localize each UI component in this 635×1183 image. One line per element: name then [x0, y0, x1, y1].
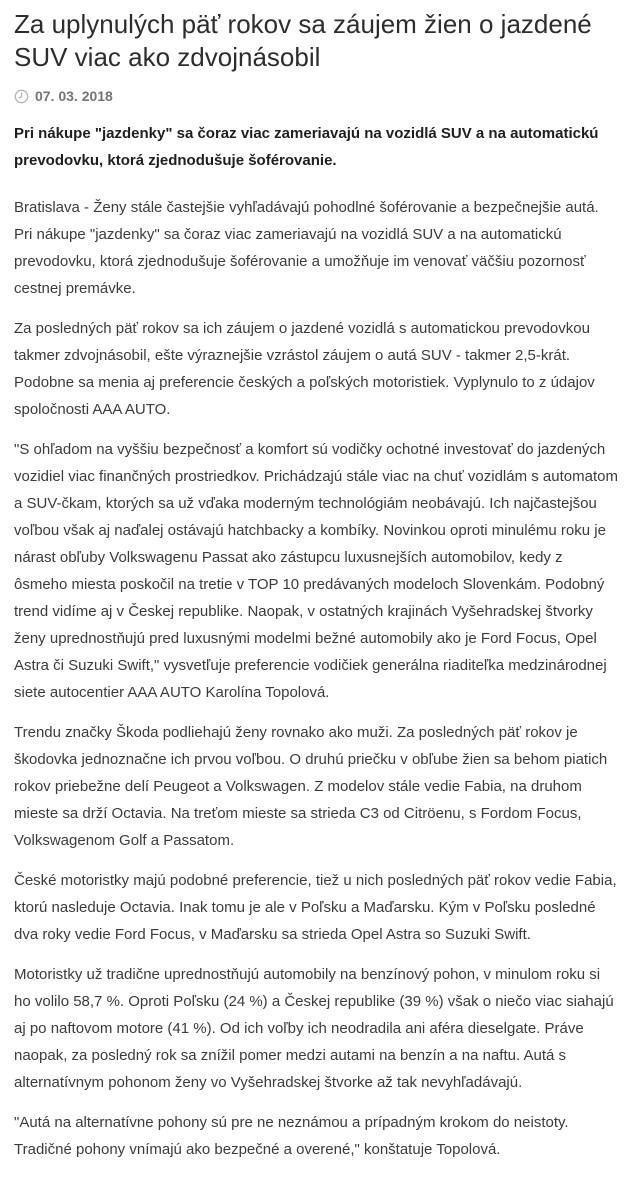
article-paragraph: Trendu značky Škoda podliehajú ženy rovnako ako muži. Za posledných päť rokov je škodovka jednoznačne ich prvou voľbou. O druhú priečku v obľube žien sa behom piatich rokov priebežne delí Peugeot a Volkswagen. Z modelov stále vedie Fabia, na druhom mieste sa drží Octavia. Na treťom mieste sa strieda C3 od Citröenu, s Fordom Focus, Volkswagenom Golf a Passatom.	[14, 724, 608, 849]
article-paragraph: Za posledných päť rokov sa ich záujem o jazdené vozidlá s automatickou prevodovkou takmer zdvojnásobil, ešte výraznejšie vzrástol záujem o autá SUV - takmer 2,5-krát. Podobne sa menia aj preferencie českých a poľských motoristiek. Vyplynulo to z údajov spoločnosti AAA AUTO.	[14, 320, 595, 418]
article-paragraph: České motoristky majú podobné preferencie, tiež u nich posledných päť rokov vedie Fabia, ktorú nasleduje Octavia. Inak tomu je ale v Poľsku a Maďarsku. Kým v Poľsku posledné dva roky vedie Ford Focus, v Maďarsku sa strieda Opel Astra so Suzuki Swift.	[14, 872, 617, 943]
article-paragraph: "S ohľadom na vyššiu bezpečnosť a komfort sú vodičky ochotné investovať do jazdených vozidiel viac finančných prostriedkov. Prichádzajú stále viac na chuť vozidlám s automatom a SUV-čkam, ktorých sa už vďaka moderným technológiám neobávajú. Ich najčastejšou voľbou však aj naďalej ostávajú hatchbacky a kombíky. Novinkou oproti minulému roku je nárast obľuby Volkswagenu Passat ako zástupcu luxusnejších automobilov, kedy z ôsmeho miesta poskočil na tretie v TOP 10 predávaných modeloch Slovenkám. Podobný trend vidíme aj v Českej republike. Naopak, v ostatných krajinách Vyšehradskej štvorky ženy uprednostňujú pred luxusnými modelmi bežné automobily ako je Ford Focus, Opel Astra či Suzuki Swift," vysvetľuje preferencie vodičiek generálna riaditeľka medzinárodnej siete autocentier AAA AUTO Karolína Topolová.	[14, 441, 618, 701]
article-paragraph: Bratislava - Ženy stále častejšie vyhľadávajú pohodlné šoférovanie a bezpečnejšie autá. Pri nákupe "jazdenky" sa čoraz viac zameriavajú na vozidlá SUV a na automatickú prevodovku, ktorá zjednodušuje šoférovanie a umožňuje im venovať väčšiu pozornosť cestnej premávke.	[14, 199, 599, 297]
article-paragraph: "Autá na alternatívne pohony sú pre ne neznámou a prípadným krokom do neistoty. Tradičné pohony vnímajú ako bezpečné a overené," konštatuje Topolová.	[14, 1114, 569, 1158]
publish-date: 07. 03. 2018	[35, 88, 113, 104]
article-title: Za uplynulých päť rokov sa záujem žien o jazdené SUV viac ako zdvojnásobil	[14, 9, 592, 72]
clock-icon	[14, 89, 29, 104]
article-paragraph: Motoristky už tradične uprednostňujú automobily na benzínový pohon, v minulom roku si ho volilo 58,7 %. Oproti Poľsku (24 %) a Českej republike (39 %) však o niečo viac siahajú aj po naftovom motore (41 %). Od ich voľby ich neodradila ani aféra dieselgate. Práve naopak, za posledný rok sa znížil pomer medzi autami na benzín a na naftu. Autá s alternatívnym pohonom ženy vo Vyšehradskej štvorke až tak nevyhľadávajú.	[14, 966, 614, 1091]
publish-date-row	[14, 88, 620, 104]
article-lead: Pri nákupe "jazdenky" sa čoraz viac zameriavajú na vozidlá SUV a na automatickú prevodovku, ktorá zjednodušuje šoférovanie.	[14, 125, 599, 169]
